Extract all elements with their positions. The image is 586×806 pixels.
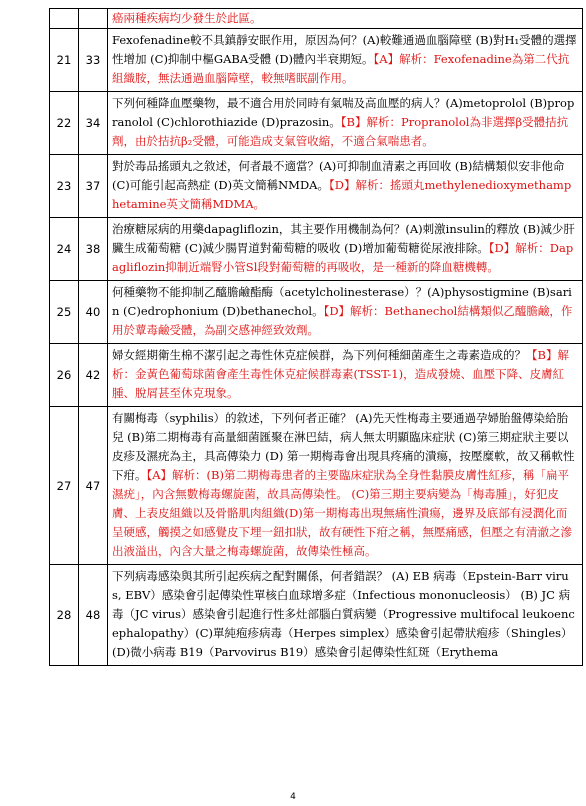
answer-explanation: 【D】解析：Dapagliflozin抑制近端腎小管Sl段對葡萄糖的再吸收，是一種新的降血糖機轉。 [112, 241, 574, 274]
question-text: 下列病毒感染與其所引起疾病之配對關係，何者錯誤？ (A) EB 病毒（Epstein-Barr virus, EBV）感染會引起傳染性單核白血球增多症（Infectious mononucleosis） (B) JC 病毒（JC virus）感染會引起進行性多灶部腦白質病變（Progressive multifocal leukoencephalopathy）(C)單純疱疹病毒（Herpes simplex）感染會引起帶狀疱疹（Shingles） (D)微小病毒 B19（Parvovirus B19）感染會引起傳染性紅斑（Erythema [112, 569, 575, 659]
row-number: 21 [50, 29, 79, 92]
empty-cell [79, 9, 108, 29]
question-cell [108, 281, 583, 344]
question-cell [108, 155, 583, 218]
question-text: Fexofenadine較不具鎮靜安眠作用，原因為何？(A)較難通過血腦障壁 (B)對H₁受體的選擇性增加 (C)抑制中樞GABA受體 (D)體內半衰期短。 [112, 33, 577, 66]
question-text: 對於毒品搖頭丸之敘述，何者最不適當？(A)可抑制血清素之再回收 (B)結構類似安非他命 (C)可能引起高熱症 (D)英文簡稱NMDA。 [112, 159, 565, 192]
row-number: 24 [50, 218, 79, 281]
row-number: 27 [50, 407, 79, 565]
question-row [50, 92, 583, 155]
question-cell [108, 92, 583, 155]
question-number: 37 [79, 155, 108, 218]
answer-explanation: 【B】解析：金黃色葡萄球菌會產生毒性休克症候群毒素(TSST-1)，造成發燒、血壓下降、皮膚紅腫、脫屑甚至休克現象。 [112, 348, 569, 400]
continuation-text: 癌兩種疾病均少發生於此區。 [108, 9, 583, 29]
empty-cell [50, 9, 79, 29]
question-number: 34 [79, 92, 108, 155]
question-row [50, 281, 583, 344]
question-number: 42 [79, 344, 108, 407]
answer-explanation: 【D】解析：Bethanechol結構類似乙醯膽鹼，作用於蕈毒鹼受體，為副交感神經致效劑。 [112, 304, 573, 337]
row-number: 22 [50, 92, 79, 155]
question-text: 有關梅毒（syphilis）的敘述，下列何者正確？ (A)先天性梅毒主要通過孕婦胎盤傳染給胎兒 (B)第二期梅毒有高量細菌匯聚在淋巴結，病人無太明顯臨床症狀 (C)第三期症狀主要以皮疹及濕疣為主，具高傳染力 (D) 第一期梅毒會出現具疼痛的潰瘍，按壓糜軟，故又稱軟性下疳。 [112, 411, 575, 482]
question-row [50, 565, 583, 666]
question-number: 33 [79, 29, 108, 92]
question-number: 38 [79, 218, 108, 281]
question-cell [108, 218, 583, 281]
question-row [50, 155, 583, 218]
row-number: 26 [50, 344, 79, 407]
answer-explanation: 【A】解析：Fexofenadine為第二代抗組織胺，無法通過血腦障壁，較無嗜眠副作用。 [112, 52, 570, 85]
question-cell [108, 407, 583, 565]
answer-explanation: 【B】解析：Propranolol為非選擇β受體拮抗劑，由於拮抗β₂受體，可能造成支氣管收縮，不適合氣喘患者。 [112, 115, 569, 148]
question-row [50, 218, 583, 281]
question-row [50, 344, 583, 407]
question-text: 何種藥物不能抑制乙醯膽鹼酯酶（acetylcholinesterase）？(A)physostigmine (B)sarin (C)edrophonium (D)bethanechol。 [112, 285, 572, 318]
answer-explanation: 【D】解析：搖頭丸methylenedioxymethamphetamine英文簡稱MDMA。 [112, 178, 572, 211]
row-number: 25 [50, 281, 79, 344]
question-cell [108, 344, 583, 407]
question-table-body [50, 9, 583, 666]
question-cell [108, 565, 583, 666]
question-number: 48 [79, 565, 108, 666]
answer-explanation: 【A】解析：(B)第二期梅毒患者的主要臨床症狀為全身性黏膜皮膚性紅疹，稱「扁平濕疣」，內含無數梅毒螺旋菌，故具高傳染性。 (C)第三期主要病變為「梅毒腫」，好犯皮膚、上表皮組織以及骨骼肌肉組織(D)第一期梅毒出現無痛性潰瘍，邊界及底部有浸潤化而呈硬感，觸摸之如感覺皮下埋一鈕扣狀，故有硬性下疳之稱，無壓痛感，但壓之有清澈之滲出液溢出，內含大量之梅毒螺旋菌，故傳染性極高。 [112, 468, 572, 558]
question-cell [108, 29, 583, 92]
question-text: 下列何種降血壓藥物，最不適合用於同時有氣喘及高血壓的病人？(A)metoprolol (B)propranolol (C)chlorothiazide (D)prazosin。 [112, 96, 575, 129]
question-number: 40 [79, 281, 108, 344]
question-table [49, 8, 583, 666]
question-text: 婦女經期衛生棉不潔引起之毒性休克症候群，為下列何種細菌產生之毒素造成的？ [112, 348, 526, 362]
row-number: 28 [50, 565, 79, 666]
question-row [50, 407, 583, 565]
page-number: 4 [290, 792, 296, 802]
question-row [50, 29, 583, 92]
continuation-row [50, 9, 583, 29]
question-text: 治療糖尿病的用藥dapagliflozin，其主要作用機制為何？(A)刺激insulin的釋放 (B)減少肝臟生成葡萄糖 (C)減少腸胃道對葡萄糖的吸收 (D)增加葡萄糖從尿液排除。 [112, 222, 575, 255]
row-number: 23 [50, 155, 79, 218]
question-number: 47 [79, 407, 108, 565]
